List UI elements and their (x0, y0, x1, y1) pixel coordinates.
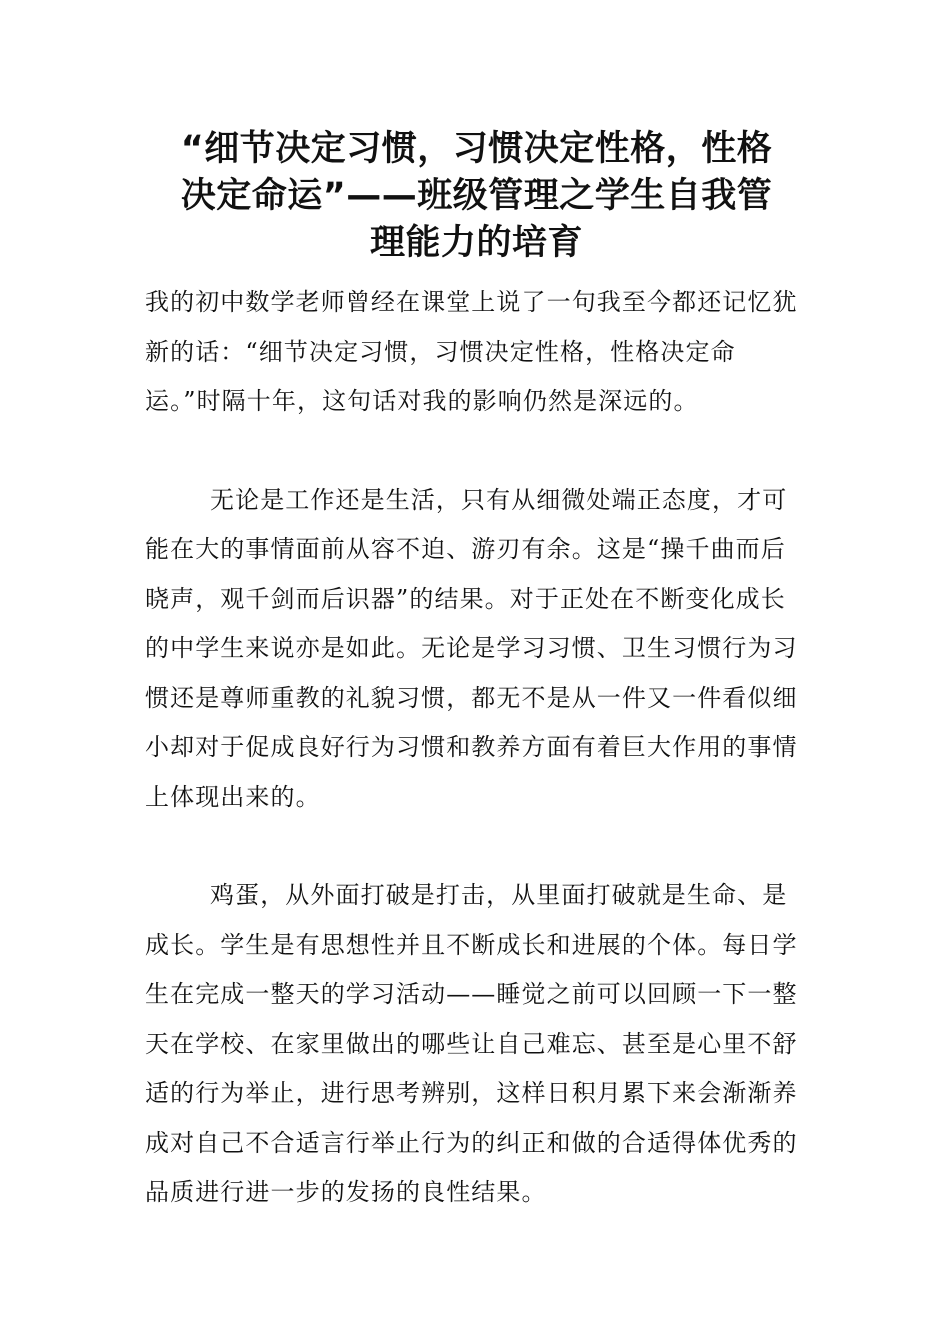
title-line: “细节决定习惯，习惯决定性格，性格 (180, 129, 773, 169)
document-title (145, 126, 808, 267)
paragraph-egg: 鸡蛋，从外面打破是打击，从里面打破就是生命、是成长。学生是有思想性并且不断成长和进展的个体。每日学生在完成一整天的学习活动——睡觉之前可以回顾一下一整天在学校、在家里做出的哪些让自己难忘、甚至是心里不舒适的行为举止，进行思考辨别，这样日积月累下来会渐渐养成对自己不合适言行举止行为的纠正和做的合适得体优秀的品质进行进一步的发扬的良性结果。 (145, 881, 798, 1206)
paragraph-details: 无论是工作还是生活，只有从细微处端正态度，才可能在大的事情面前从容不迫、游刃有余。这是“操千曲而后晓声，观千剑而后识器”的结果。对于正处在不断变化成长的中学生来说亦是如此。无论是学习习惯、卫生习惯行为习惯还是尊师重教的礼貌习惯，都无不是从一件又一件看似细小却对于促成良好行为习惯和教养方面有着巨大作用的事情上体现出来的。 (145, 485, 798, 811)
title-line: 决定命运”——班级管理之学生自我管 (180, 176, 773, 216)
document-page (145, 126, 808, 1218)
paragraph-intro: 我的初中数学老师曾经在课堂上说了一句我至今都还记忆犹新的话：“细节决定习惯，习惯决定性格，性格决定命运。”时隔十年，这句话对我的影响仍然是深远的。 (145, 288, 798, 415)
title-line: 理能力的培育 (369, 223, 583, 263)
